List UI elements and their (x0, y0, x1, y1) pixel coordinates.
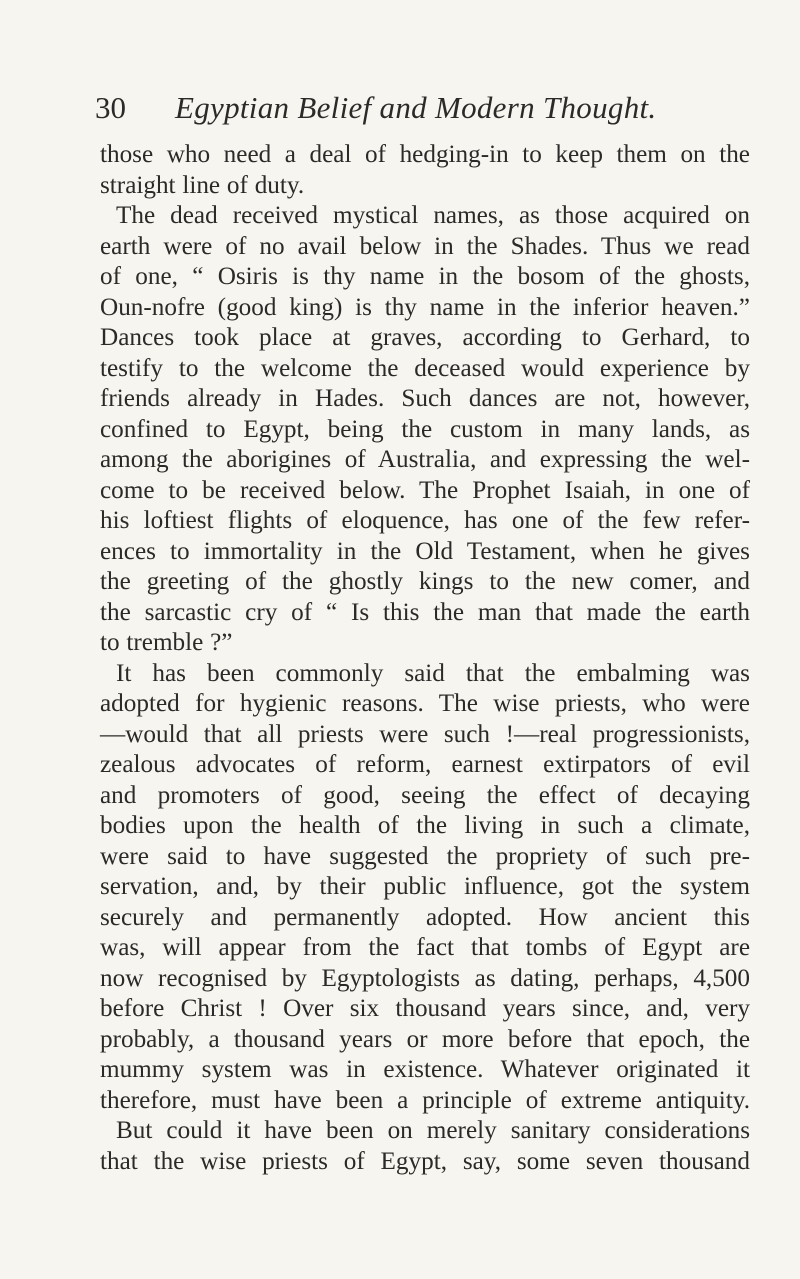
text-line: —would that all priests were such !—real progressionists, (100, 720, 750, 748)
text-line: was, will appear from the fact that tombs of Egypt are (100, 934, 750, 961)
text-line: confined to Egypt, being the custom in many lands, as (100, 415, 750, 443)
text-line: to tremble ?” (100, 629, 233, 656)
text-line: probably, a thousand years or more before that epoch, the (100, 1025, 750, 1053)
text-line: the greeting of the ghostly kings to the new comer, and (100, 568, 750, 595)
text-line: and promoters of good, seeing the effect of decaying (100, 781, 750, 809)
text-line: before Christ ! Over six thousand years since, and, very (100, 995, 750, 1022)
text-line: friends already in Hades. Such dances are not, however, (100, 385, 750, 412)
running-title: Egyptian Belief and Modern Thought. (175, 90, 657, 125)
text-line: therefore, must have been a principle of extreme antiquity. (100, 1086, 750, 1114)
text-line: straight line of duty. (100, 171, 305, 199)
text-line: among the aborigines of Australia, and expressing the wel- (100, 446, 750, 473)
text-line: earth were of no avail below in the Shades. Thus we read (100, 232, 750, 260)
text-line: servation, and, by their public influence, got the system (100, 873, 750, 900)
text-line: But could it have been on merely sanitary considerations (116, 1117, 750, 1144)
text-line: adopted for hygienic reasons. The wise priests, who were (100, 690, 750, 717)
page-number: 30 (95, 90, 126, 125)
text-line: Dances took place at graves, according to Gerhard, to (100, 324, 750, 351)
text-line: of one, “ Osiris is thy name in the bosom of the ghosts, (100, 263, 750, 290)
text-line: Oun-nofre (good king) is thy name in the inferior heaven.” (100, 293, 750, 321)
text-line: now recognised by Egyptologists as dating, perhaps, 4,500 (100, 964, 750, 992)
text-line: securely and permanently adopted. How ancient this (100, 903, 750, 931)
text-line: It has been commonly said that the embalming was (116, 659, 750, 687)
text-line: his loftiest flights of eloquence, has one of the few refer- (100, 507, 750, 534)
text-line: that the wise priests of Egypt, say, some seven thousand (100, 1147, 750, 1175)
text-line: the sarcastic cry of “ Is this the man that made the earth (100, 598, 750, 626)
text-line: zealous advocates of reform, earnest extirpators of evil (100, 751, 750, 778)
text-line: ences to immortality in the Old Testament, when he gives (100, 537, 750, 565)
text-line: The dead received mystical names, as those acquired on (116, 202, 750, 229)
body-text (100, 140, 750, 1177)
text-line: bodies upon the health of the living in such a climate, (100, 812, 750, 839)
text-line: come to be received below. The Prophet Isaiah, in one of (100, 476, 750, 504)
text-line: testify to the welcome the deceased would experience by (100, 354, 750, 382)
text-line: those who need a deal of hedging-in to keep them on the (100, 141, 750, 168)
text-line: were said to have suggested the propriety of such pre- (100, 842, 750, 870)
page-header (95, 90, 745, 130)
text-line: mummy system was in existence. Whatever originated it (100, 1056, 750, 1083)
